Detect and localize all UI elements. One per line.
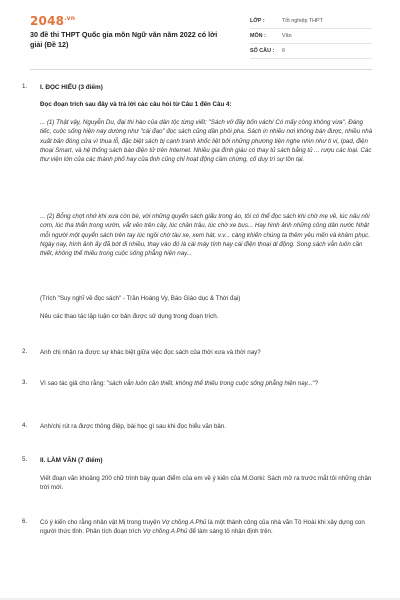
question-3-text: Vì sao tác giả cho rằng: "sách vẫn luôn cần thiết, không thể thiếu trong cuộc sống phẳng hiện nay..."? xyxy=(40,380,319,387)
question-5-text: Viết đoạn văn khoảng 200 chữ trình bày quan điểm của em về ý kiến của M.Gorki: Sách mở ra trước mắt tôi những chân trời mới. xyxy=(40,475,372,492)
meta-row-class xyxy=(250,14,372,29)
header-divider xyxy=(30,69,372,70)
meta-row-subject xyxy=(250,29,372,44)
question-number: 4. xyxy=(22,422,28,429)
site-logo[interactable]: $2048^{.vn}$ xyxy=(30,14,76,28)
question-number: 1. xyxy=(22,83,28,90)
meta-key: LỚP : xyxy=(250,18,265,24)
question-number: 5. xyxy=(22,456,28,463)
document-title: 30 đề thi THPT Quốc gia môn Ngữ văn năm 2022 có lời giải (Đề 12) xyxy=(30,30,218,49)
reading-passage-2: ... (2) Bỗng chợt nhớ khi xưa còn bé, với những quyển sách giấu trong áo, tôi có thể đọc sách khi chờ mẹ về, lúc nấu nồi cơm, lúc tha thẩn trong vườn, vắt vẻo trên cây, lúc chăn trâu, lúc chờ xe bus... Hay hình ảnh những công dân nước Nhật mỗi người một quyển sách trên tay lúc ngồi chờ tàu xe, xem hát, v.v... càng khiến chúng ta thêm yêu mến và khâm phục. Ngày nay, hình ảnh ấy đã bớt đi nhiều, thay vào đó là cái máy tính hay cái điện thoại di động. Song sách vẫn luôn cần thiết, không thể thiếu trong cuộc sống phẳng hiện nay... xyxy=(40,213,370,258)
meta-value: Tốt nghiệp THPT xyxy=(282,18,323,24)
question-6-text: Có ý kiến cho rằng nhân vật Mị trong truyện Vợ chồng A Phủ là một thành công của nhà văn Tô Hoài khi xây dựng con người thức tỉnh. Phân tích đoạn trích Vợ chồng A Phủ để làm sáng tỏ nhận định trên. xyxy=(40,519,365,536)
meta-row-count xyxy=(250,44,372,59)
meta-key: SỐ CÂU : xyxy=(250,48,275,54)
passage-source: (Trích "Suy nghĩ về đọc sách" - Trần Hoàng Vy, Báo Giáo dục & Thời đại) xyxy=(40,295,241,302)
meta-key: MÔN : xyxy=(250,33,266,39)
question-number: 6. xyxy=(22,518,28,525)
question-2-text: Anh chị nhận ra được sự khác biệt giữa việc đọc sách của thời xưa và thời nay? xyxy=(40,349,261,356)
question-number: 2. xyxy=(22,348,28,355)
question-1-text: Nêu các thao tác lập luận cơ bản được sử dụng trong đoạn trích. xyxy=(40,313,219,320)
section-heading-reading: I. ĐỌC HIỂU (3 điểm) xyxy=(40,84,103,91)
reading-passage-1: ... (1) Thật vậy, Nguyễn Du, đại thi hào của dân tộc từng viết: "Sách vở đầy bốn vách/ Có mấy công không vừa". Đáng tiếc, cuộc sống hiện nay dường như "cái đạo" đọc sách cũng dần phôi pha. Sách in nhiều nơi không bán được, nhiều nhà xuất bản đóng cửa vì thua lỗ, đặc biệt sách bị cạnh tranh khốc liệt bởi những phương tiện nghe nhìn như ti vi, Ipad, điện thoại Smart, và hệ thống sách báo điện tử trên Internet. Nhiều gia đình giàu có thay tủ sách bằng tủ ... rượu các loại. Các thư viện lớn của các thành phố hay của tỉnh cũng chỉ hoạt động cầm chừng, cố duy trì sự tồn tại. xyxy=(40,119,373,164)
meta-value: 6 xyxy=(282,48,285,54)
meta-value: Văn xyxy=(282,33,292,39)
question-number: 3. xyxy=(22,379,28,386)
meta-table xyxy=(250,14,372,59)
reading-instruction: Đọc đoạn trích sau đây và trả lời các câu hỏi từ Câu 1 đến Câu 4: xyxy=(40,101,232,108)
section-heading-writing: II. LÀM VĂN (7 điểm) xyxy=(40,457,103,464)
question-4-text: Anh/chị rút ra được thông điệp, bài học gì sau khi đọc hiểu văn bản. xyxy=(40,423,227,430)
